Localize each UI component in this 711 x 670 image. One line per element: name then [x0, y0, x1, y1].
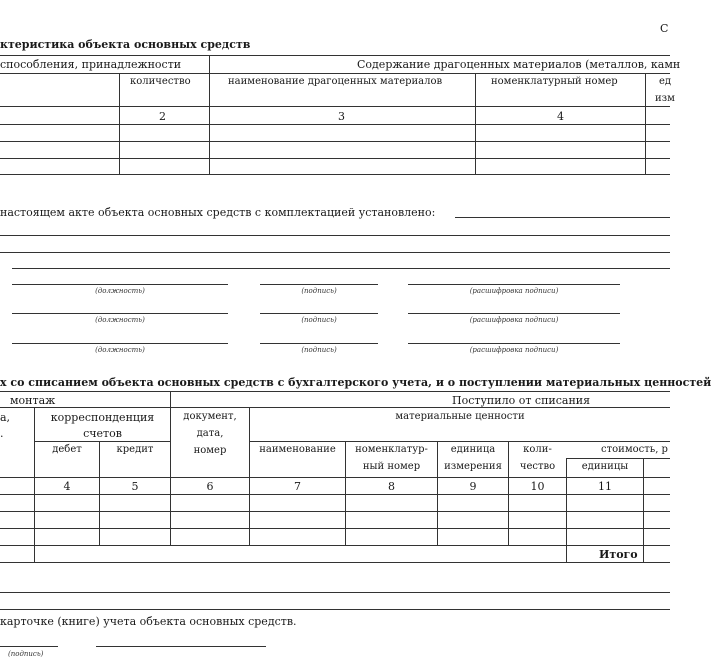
position-line[interactable] [12, 284, 228, 285]
conclusion-blank-line[interactable] [0, 235, 670, 236]
decode-line[interactable] [408, 343, 620, 344]
column-number: 4 [63, 480, 71, 493]
material-values-header: материальные ценности [395, 411, 525, 422]
conclusion-blank-line[interactable] [12, 268, 670, 269]
signature-caption: (подпись) [301, 287, 337, 295]
signature-line[interactable] [260, 343, 378, 344]
column-number: 7 [294, 480, 301, 493]
debit-header: дебет [52, 444, 82, 455]
credit-header: кредит [116, 444, 154, 455]
correspondence-header-2: счетов [83, 427, 122, 440]
position-caption: (должность) [95, 316, 145, 324]
decode-line[interactable] [408, 313, 620, 314]
conclusion-text: настоящем акте объекта основных средств с комплектацией установлено: [0, 206, 436, 219]
position-caption: (должность) [95, 287, 145, 295]
footer-text: карточке (книге) учета объекта основных средств. [0, 615, 297, 628]
signature-caption: (подпись) [301, 346, 337, 354]
decode-line[interactable] [408, 284, 620, 285]
unit-header-1: единица [450, 444, 496, 455]
section2-title: х со списанием объекта основных средств с бухгалтерского учета, и о поступлении материальных ценностей [0, 376, 711, 389]
footer-signature-caption: (подпись) [8, 650, 44, 658]
column-number: 5 [131, 480, 139, 493]
signature-line[interactable] [260, 313, 378, 314]
column-number: 2 [159, 110, 166, 123]
document-header-2: дата, [196, 428, 224, 439]
position-line[interactable] [12, 313, 228, 314]
quantity-header-2: чество [519, 461, 556, 472]
column-number: 8 [388, 480, 395, 493]
quantity-header-1: коли- [523, 444, 552, 455]
footer-blank-line[interactable] [0, 609, 670, 610]
col-precious-header: Содержание драгоценных материалов (металлов, камн [357, 58, 681, 71]
left-fragment-1: а, [0, 411, 11, 424]
per-unit-header: единицы [581, 461, 629, 472]
decode-caption: (расшифровка подписи) [469, 346, 559, 354]
conclusion-blank-line[interactable] [455, 217, 670, 218]
column-number: 9 [469, 480, 477, 493]
column-number: 6 [206, 480, 214, 493]
unit-header-2: измерения [444, 461, 502, 472]
total-label: Итого [599, 548, 638, 561]
conclusion-blank-line[interactable] [0, 252, 670, 253]
col-quantity-header: количество [130, 76, 191, 87]
position-line[interactable] [12, 343, 228, 344]
footer-signature-line[interactable] [0, 646, 58, 647]
section1-title: ктеристика объекта основных средств [0, 38, 251, 51]
position-caption: (должность) [95, 346, 145, 354]
document-header-3: номер [193, 445, 227, 456]
dismantle-header: монтаж [10, 394, 56, 407]
footer-blank-line[interactable] [0, 592, 670, 593]
col-unit-header-1: ед [659, 76, 672, 87]
col-material-name-header: наименование драгоценных материалов [228, 76, 443, 87]
col-unit-header-2: изм [655, 93, 675, 104]
corner-fragment: С [660, 22, 669, 35]
correspondence-header: корреспонденция [50, 411, 155, 424]
document-header-1: документ, [183, 411, 237, 422]
column-number: 4 [557, 110, 564, 123]
nomenclature-header-1: номенклатур- [355, 444, 428, 455]
footer-signature-line[interactable] [96, 646, 266, 647]
col-device-header: способления, принадлежности [0, 58, 182, 71]
col-nomenclature-header: номенклатурный номер [491, 76, 618, 87]
column-number: 11 [598, 480, 612, 493]
signature-caption: (подпись) [301, 316, 337, 324]
column-number: 10 [530, 480, 545, 493]
left-fragment-2: . [0, 427, 4, 440]
decode-caption: (расшифровка подписи) [469, 316, 559, 324]
nomenclature-header-2: ный номер [362, 461, 421, 472]
column-number: 3 [338, 110, 345, 123]
name-header: наименование [259, 444, 336, 455]
received-header: Поступило от списания [452, 394, 591, 407]
decode-caption: (расшифровка подписи) [469, 287, 559, 295]
signature-line[interactable] [260, 284, 378, 285]
cost-header: стоимость, р [601, 444, 668, 455]
